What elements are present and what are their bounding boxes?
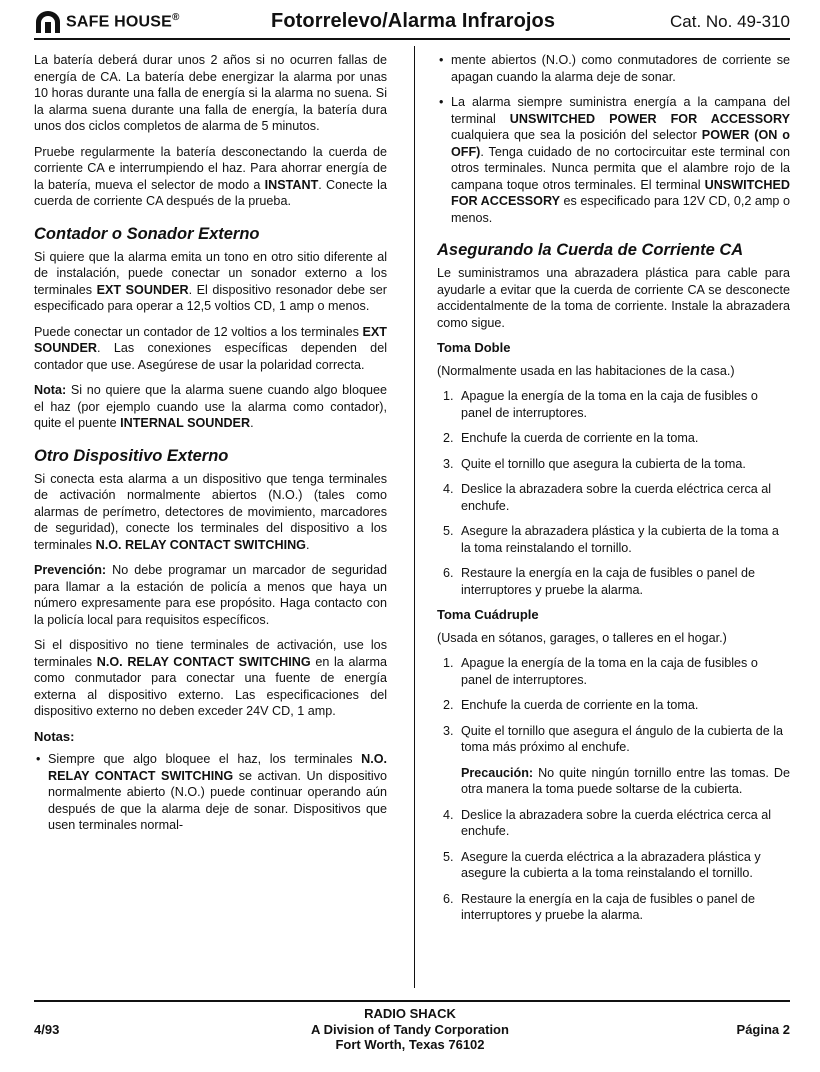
step-text: Asegure la abrazadera plástica y la cubierta de la toma a la toma reinstalando el tornillo. bbox=[461, 524, 779, 555]
step-item bbox=[443, 456, 790, 473]
step-number: 5. bbox=[443, 524, 454, 538]
step-text: Deslice la abrazadera sobre la cuerda eléctrica cerca al enchufe. bbox=[461, 482, 772, 513]
step-number: 6. bbox=[443, 891, 454, 906]
section-heading: Otro Dispositivo Externo bbox=[34, 446, 229, 465]
list-item-continued: • mente abiertos (N.O.) como conmutadores de corriente se apagan cuando la alarma deje de sonar. bbox=[451, 52, 790, 85]
step-number: 3. bbox=[443, 456, 454, 471]
company-info bbox=[260, 1006, 560, 1053]
note-paragraph: Nota: Si no quiere que la alarma suene cuando algo bloquee el haz (por ejemplo cuando use la alarma como contador), quite el puente INTERNAL SOUNDER. bbox=[34, 383, 387, 430]
company-address: Fort Worth, Texas 76102 bbox=[335, 1037, 485, 1052]
paragraph: Si el dispositivo no tiene terminales de activación, use los terminales N.O. RELAY CONTACT SWITCHING en la alarma como conmutador para conectar una fuente de energía externa al dispositivo externo. Las especificaciones del dispositivo externo no deben exceder 24V CD, 1 amp. bbox=[34, 638, 387, 718]
step-text: Enchufe la cuerda de corriente en la toma. bbox=[461, 698, 699, 712]
step-item bbox=[443, 891, 790, 924]
paragraph: La batería deberá durar unos 2 años si no ocurren fallas de energía de CA. La batería debe energizar la alarma por unas 10 horas durante una falla de energía si la alarma no suena. Si la alarma suena durante una falla de energía, la batería dura unos dos ciclos completos de alarma de 5 minutos. bbox=[34, 53, 387, 133]
step-text: Asegure la cuerda eléctrica a la abrazadera plástica y asegure la cubierta a la toma reinstalando el tornillo. bbox=[461, 849, 761, 880]
caution-paragraph: Precaución: No quite ningún tornillo entre las tomas. De otra manera la toma puede soltarse de la cubierta. bbox=[461, 765, 790, 796]
step-item bbox=[443, 807, 790, 840]
step-item bbox=[443, 565, 790, 598]
usage-note: (Usada en sótanos, garages, o talleres en el hogar.) bbox=[437, 630, 727, 645]
step-number: 5. bbox=[443, 849, 454, 864]
step-item bbox=[443, 430, 790, 447]
notes-heading: Notas: bbox=[34, 728, 75, 744]
step-item bbox=[443, 697, 790, 714]
page-title: Fotorrelevo/Alarma Infrarojos bbox=[271, 10, 556, 32]
warning-paragraph: Prevención: No debe programar un marcador de seguridad para llamar a la estación de policía a menos que haya un número expresamente para ese propósito. Haga contacto con la policía local para requisitos específicos. bbox=[34, 563, 387, 627]
company-name: RADIO SHACK bbox=[364, 1006, 456, 1021]
step-number: 2. bbox=[443, 431, 454, 445]
brand-logo bbox=[34, 10, 180, 34]
page-number: Página 2 bbox=[736, 1022, 790, 1037]
list-item: • Siempre que algo bloquee el haz, los terminales N.O. RELAY CONTACT SWITCHING se activan. Un dispositivo normalmente abierto (N.O.) puede continuar operando aún después de que la alarma deje de sonar. Dispositivos que usen terminales normal- bbox=[48, 751, 387, 834]
step-item bbox=[443, 849, 790, 882]
subsection-heading: Toma Cuádruple bbox=[437, 607, 539, 622]
paragraph: Si conecta esta alarma a un dispositivo que tenga terminales de activación normalmente abiertos (N.O.) (tales como alarmas de perímetro, detectores de movimiento, marcadores de seguridad), conecte los terminales del dispositivo a los terminales N.O. RELAY CONTACT SWITCHING. bbox=[34, 471, 387, 552]
header-rule bbox=[34, 38, 790, 40]
step-text: Enchufe la cuerda de corriente en la toma. bbox=[461, 431, 699, 445]
doble-steps-list bbox=[437, 388, 790, 598]
step-number: 4. bbox=[443, 807, 454, 822]
step-text: Apague la energía de la toma en la caja de fusibles o panel de interruptores. bbox=[461, 389, 758, 420]
step-text: Apague la energía de la toma en la caja de fusibles o panel de interruptores. bbox=[461, 656, 758, 687]
subsection-heading: Toma Doble bbox=[437, 340, 511, 355]
list-item: • La alarma siempre suministra energía a la campana del terminal UNSWITCHED POWER FOR ACCESSORY cualquiera que sea la posición del selector POWER (ON o OFF). Tenga cuidado de no cortocircuitar este terminal con otros terminales. Nunca permita que el alambre rojo de la campana toque otros terminales. El terminal UNSWITCHED FOR ACCESSORY es especificado para 12V CD, 0,2 amp o menos. bbox=[451, 94, 790, 226]
right-column bbox=[437, 52, 790, 933]
section-heading: Asegurando la Cuerda de Corriente CA bbox=[437, 241, 744, 259]
cuadruple-steps-list bbox=[437, 655, 790, 756]
paragraph: Si quiere que la alarma emita un tono en otro sitio diferente al de instalación, puede conectar un sonador externo a los terminales EXT SOUNDER. El dispositivo resonador debe ser especificado para operar a 12,5 voltios CD, 1 amp o menos. bbox=[34, 249, 387, 313]
step-text: Restaure la energía en la caja de fusibles o panel de interruptores y pruebe la alarma. bbox=[461, 566, 756, 597]
paragraph: Puede conectar un contador de 12 voltios a los terminales EXT SOUNDER. Las conexiones específicas dependen del contador que use. Asegúrese de usar la polaridad correcta. bbox=[34, 324, 387, 372]
notes-list bbox=[34, 751, 387, 834]
footer-rule bbox=[34, 1000, 790, 1002]
left-column bbox=[34, 52, 387, 843]
step-number: 3. bbox=[443, 723, 454, 738]
page-header bbox=[34, 6, 790, 40]
step-item bbox=[443, 388, 790, 421]
house-logo-icon bbox=[34, 10, 62, 34]
step-item bbox=[443, 655, 790, 688]
usage-note: (Normalmente usada en las habitaciones de la casa.) bbox=[437, 363, 735, 378]
step-text: Deslice la abrazadera sobre la cuerda eléctrica cerca al enchufe. bbox=[461, 807, 772, 838]
paragraph: Pruebe regularmente la batería desconectando la cuerda de corriente CA e interrumpiendo el haz. Para ahorrar energía de la batería, mueva el selector de modo a INSTANT. Conecte la cuerda de corriente CA después de la prueba. bbox=[34, 144, 387, 208]
notes-list-continued bbox=[437, 52, 790, 226]
print-date: 4/93 bbox=[34, 1022, 60, 1037]
step-text: Quite el tornillo que asegura el ángulo de la cubierta de la toma más próximo al enchufe. bbox=[461, 723, 784, 754]
step-item bbox=[443, 723, 790, 756]
step-text: Quite el tornillo que asegura la cubierta de la toma. bbox=[461, 456, 746, 471]
brand-name: SAFE HOUSE® bbox=[66, 12, 180, 31]
step-number: 1. bbox=[443, 389, 454, 403]
paragraph: Le suministramos una abrazadera plástica para cable para ayudarle a evitar que la cuerda de corriente CA se desconecte accidentalmente de la toma de corriente. Instale la abrazadera como sigue. bbox=[437, 266, 790, 330]
step-number: 4. bbox=[443, 482, 454, 496]
step-number: 6. bbox=[443, 566, 454, 580]
step-number: 2. bbox=[443, 698, 454, 712]
step-item bbox=[443, 481, 790, 514]
column-divider bbox=[414, 46, 415, 988]
catalog-number: Cat. No. 49-310 bbox=[669, 12, 790, 31]
cuadruple-steps-list-continued bbox=[437, 807, 790, 924]
section-heading: Contador o Sonador Externo bbox=[34, 224, 260, 243]
company-division: A Division of Tandy Corporation bbox=[311, 1021, 509, 1037]
step-item bbox=[443, 523, 790, 556]
step-number: 1. bbox=[443, 656, 454, 670]
step-text: Restaure la energía en la caja de fusibles o panel de interruptores y pruebe la alarma. bbox=[461, 891, 756, 922]
